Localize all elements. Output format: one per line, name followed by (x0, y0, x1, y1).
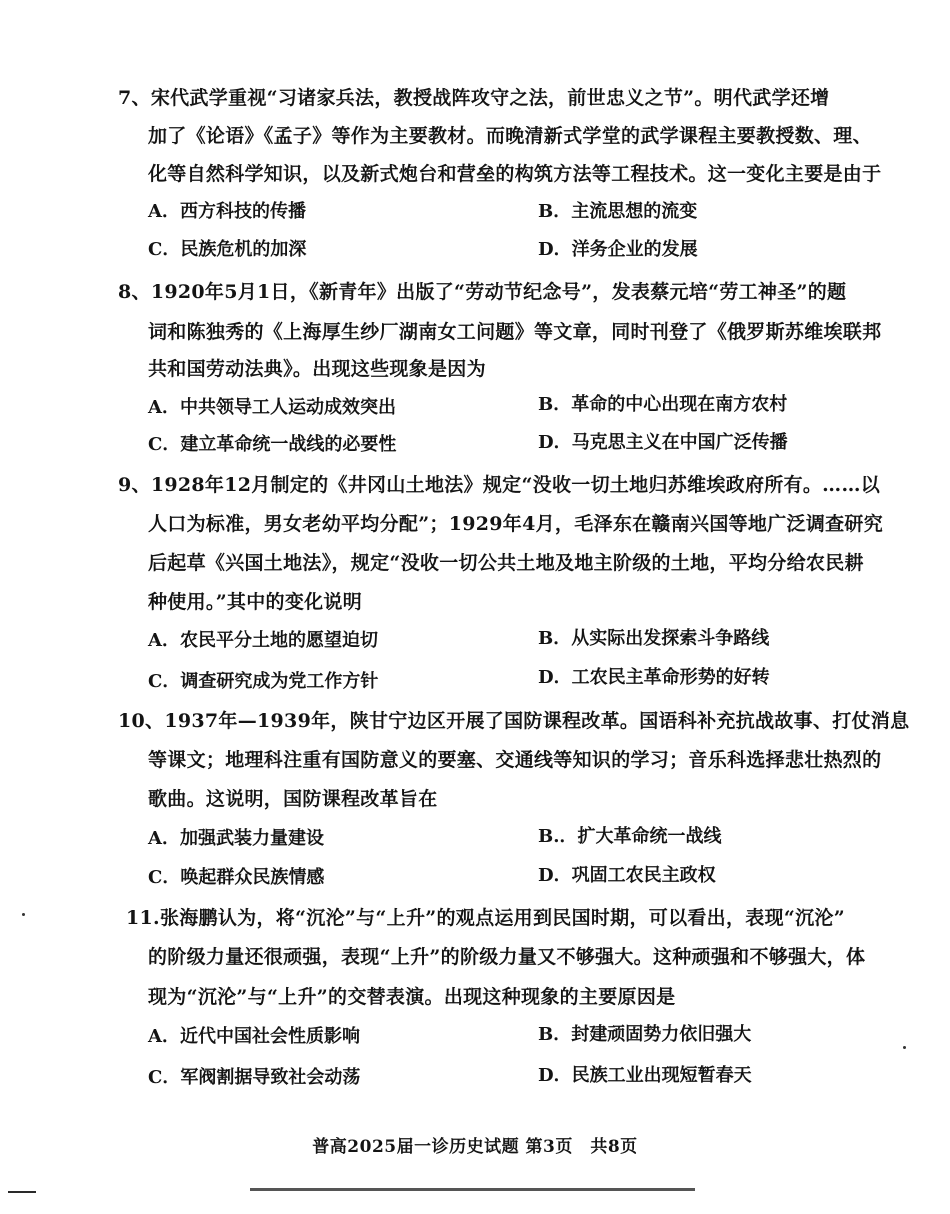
page-footer: 普高2025届一诊历史试题 第3页 共8页 (312, 1137, 638, 1157)
question-10-option-a: A．加强武装力量建设 (148, 828, 324, 849)
question-10-option-d: D．巩固工农民主政权 (538, 865, 716, 886)
question-9-line-1: 9、1928年12月制定的《井冈山土地法》规定“没收一切土地归苏维埃政府所有。……以 (118, 474, 881, 496)
question-9-option-b: B．从实际出发探索斗争路线 (538, 628, 770, 649)
question-7-option-a: A．西方科技的传播 (148, 201, 306, 222)
question-9-line-3: 后起草《兴国土地法》，规定“没收一切公共土地及地主阶级的土地，平均分给农民耕 (148, 552, 864, 574)
question-9-line-4: 种使用。”其中的变化说明 (148, 591, 363, 613)
question-10-line-3: 歌曲。这说明，国防课程改革旨在 (148, 788, 438, 810)
question-8-option-c: C．建立革命统一战线的必要性 (148, 434, 397, 455)
question-7-option-b: B．主流思想的流变 (538, 201, 698, 222)
question-7-option-c: C．民族危机的加深 (148, 239, 307, 260)
question-7-line-2: 加了《论语》《孟子》等作为主要教材。而晚清新式学堂的武学课程主要教授数、理、 (148, 125, 872, 147)
question-7-line-1: 7、宋代武学重视“习诸家兵法，教授战阵攻守之法，前世忠义之节”。明代武学还增 (118, 87, 830, 109)
question-11-option-b: B．封建顽固势力依旧强大 (538, 1024, 752, 1045)
question-11-option-c: C．军阀割据导致社会动荡 (148, 1067, 361, 1088)
question-8-line-3: 共和国劳动法典》。出现这些现象是因为 (148, 358, 486, 380)
question-11-line-2: 的阶级力量还很顽强，表现“上升”的阶级力量又不够强大。这种顽强和不够强大，体 (148, 946, 866, 968)
question-11-line-1: 11.张海鹏认为，将“沉沦”与“上升”的观点运用到民国时期，可以看出，表现“沉沦” (126, 907, 845, 929)
scan-bottom-mark (250, 1188, 695, 1191)
scan-dot (903, 1046, 906, 1049)
question-10-option-c: C．唤起群众民族情感 (148, 867, 325, 888)
question-8-option-d: D．马克思主义在中国广泛传播 (538, 432, 788, 453)
scan-dot (22, 913, 25, 916)
question-8-option-a: A．中共领导工人运动成效突出 (148, 397, 396, 418)
question-11-option-a: A．近代中国社会性质影响 (148, 1026, 360, 1047)
question-9-line-2: 人口为标准，男女老幼平均分配”；1929年4月，毛泽东在赣南兴国等地广泛调查研究 (148, 513, 884, 535)
question-7-line-3: 化等自然科学知识，以及新式炮台和营垒的构筑方法等工程技术。这一变化主要是由于 (148, 163, 882, 185)
question-8-line-1: 8、1920年5月1日，《新青年》出版了“劳动节纪念号”，发表蔡元培“劳工神圣”的题 (118, 281, 847, 303)
scan-edge-mark (8, 1191, 36, 1193)
question-10-line-2: 等课文；地理科注重有国防意义的要塞、交通线等知识的学习；音乐科选择悲壮热烈的 (148, 749, 882, 771)
question-7-option-d: D．洋务企业的发展 (538, 239, 698, 260)
question-8-line-2: 词和陈独秀的《上海厚生纱厂湖南女工问题》等文章，同时刊登了《俄罗斯苏维埃联邦 (148, 321, 882, 343)
question-9-option-a: A．农民平分土地的愿望迫切 (148, 630, 378, 651)
question-11-line-3: 现为“沉沦”与“上升”的交替表演。出现这种现象的主要原因是 (148, 986, 676, 1008)
question-9-option-c: C．调查研究成为党工作方针 (148, 671, 379, 692)
question-10-line-1: 10、1937年—1939年，陕甘宁边区开展了国防课程改革。国语科补充抗战故事、打仗消息 (118, 710, 910, 732)
question-8-option-b: B．革命的中心出现在南方农村 (538, 394, 788, 415)
question-10-option-b: B.．扩大革命统一战线 (538, 826, 722, 847)
question-11-option-d: D．民族工业出现短暂春天 (538, 1065, 752, 1086)
question-9-option-d: D．工农民主革命形势的好转 (538, 667, 770, 688)
